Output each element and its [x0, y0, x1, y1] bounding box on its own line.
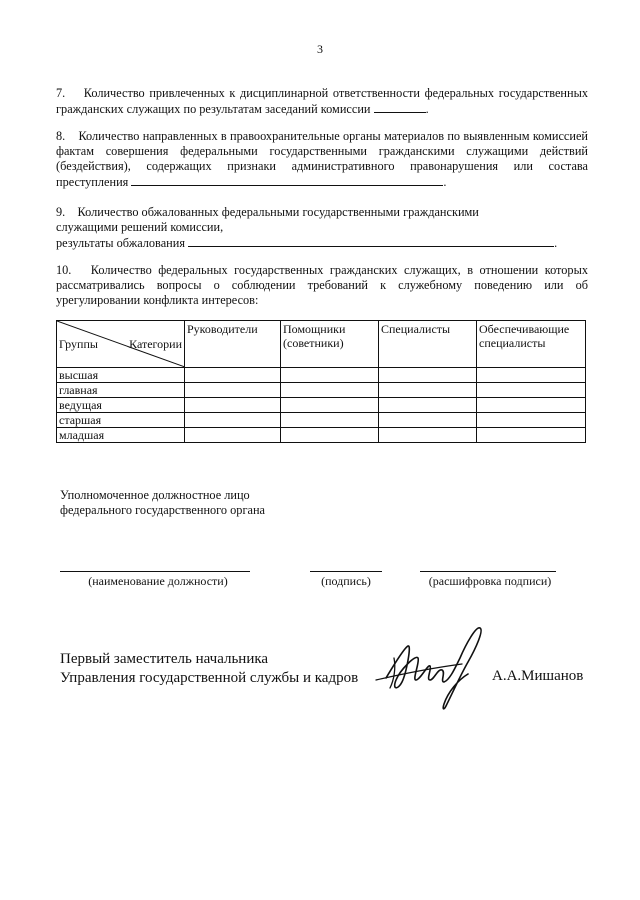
signature-label: (подпись)	[321, 574, 371, 588]
table-cell	[281, 398, 379, 413]
row-label-highest: высшая	[57, 368, 185, 383]
item-8	[56, 129, 588, 190]
column-header-specialists: Специалисты	[379, 321, 477, 368]
item-7-number: 7.	[56, 86, 66, 100]
column-header-assistants: Помощники (советники)	[281, 321, 379, 368]
row-label-junior: младшая	[57, 428, 185, 443]
item-7	[56, 86, 588, 117]
row-label-main: главная	[57, 383, 185, 398]
item-10-number: 10.	[56, 263, 72, 277]
position-label: (наименование должности)	[88, 574, 228, 588]
table-cell	[185, 398, 281, 413]
table-cell	[281, 383, 379, 398]
row-label-leading: ведущая	[57, 398, 185, 413]
table-cell	[379, 413, 477, 428]
authorized-official-block	[60, 488, 265, 518]
item-9	[56, 205, 588, 251]
table-cell	[185, 383, 281, 398]
item-9-line3: результаты обжалования	[56, 236, 185, 250]
column-header-support-specialists: Обеспечивающие специалисты	[477, 321, 586, 368]
table-cell	[281, 428, 379, 443]
table-cell	[281, 413, 379, 428]
table-cell	[477, 383, 586, 398]
table-cell	[477, 398, 586, 413]
table-cell	[185, 368, 281, 383]
table-cell	[379, 398, 477, 413]
table-header-row	[57, 321, 586, 368]
item-9-line2: служащими решений комиссии,	[56, 220, 224, 234]
item-8-number: 8.	[56, 129, 66, 143]
table-cell	[379, 383, 477, 398]
table-cell	[379, 368, 477, 383]
item-9-number: 9.	[56, 205, 66, 219]
item-7-suffix: .	[425, 102, 429, 116]
item-7-blank	[374, 101, 426, 113]
table-row	[57, 368, 586, 383]
table-cell	[281, 368, 379, 383]
item-9-line1: Количество обжалованных федеральными государственными гражданскими	[77, 205, 479, 219]
item-10	[56, 263, 588, 308]
table-corner-cell	[57, 321, 185, 368]
table-cell	[477, 368, 586, 383]
signature-line	[310, 571, 382, 572]
column-header-managers: Руководители	[185, 321, 281, 368]
item-8-text: Количество направленных в правоохранительные органы материалов по выявленным комиссией фактам совершения федеральными государственными гражданскими служащими действий (бездействия), содержащих признаки административного правонарушения или состава преступления	[56, 129, 588, 189]
categories-table	[56, 320, 586, 443]
table-row	[57, 383, 586, 398]
table-row	[57, 428, 586, 443]
corner-label-categories: Категории	[129, 337, 182, 351]
row-label-senior: старшая	[57, 413, 185, 428]
signatory-name: А.А.Мишанов	[492, 668, 584, 684]
closing-line-1: Первый заместитель начальника	[60, 651, 269, 667]
table-row	[57, 398, 586, 413]
table-cell	[477, 428, 586, 443]
item-10-text: Количество федеральных государственных гражданских служащих, в отношении которых рассматривались вопросы о соблюдении требований к служебному поведению или об урегулировании конфликта интересов:	[56, 263, 588, 307]
authorized-line-1: Уполномоченное должностное лицо	[60, 488, 250, 502]
closing-line-2: Управления государственной службы и кадров	[60, 670, 359, 686]
table-cell	[379, 428, 477, 443]
handwritten-signature	[372, 618, 488, 714]
table-row	[57, 413, 586, 428]
item-8-suffix: .	[443, 175, 447, 189]
item-7-text: Количество привлеченных к дисциплинарной ответственности федеральных государственных гражданских служащих по результатам заседаний комиссии	[56, 86, 589, 116]
table-cell	[185, 413, 281, 428]
table-cell	[185, 428, 281, 443]
page-number: 3	[317, 42, 323, 56]
corner-label-groups: Группы	[59, 337, 98, 351]
table-cell	[477, 413, 586, 428]
item-9-blank	[188, 235, 554, 247]
decoding-signature-line	[420, 571, 556, 572]
closing-block	[60, 650, 358, 688]
item-9-suffix: .	[554, 236, 558, 250]
item-8-blank	[131, 174, 443, 186]
decoding-label: (расшифровка подписи)	[428, 574, 552, 588]
position-signature-line	[60, 571, 250, 572]
authorized-line-2: федерального государственного органа	[60, 503, 265, 517]
